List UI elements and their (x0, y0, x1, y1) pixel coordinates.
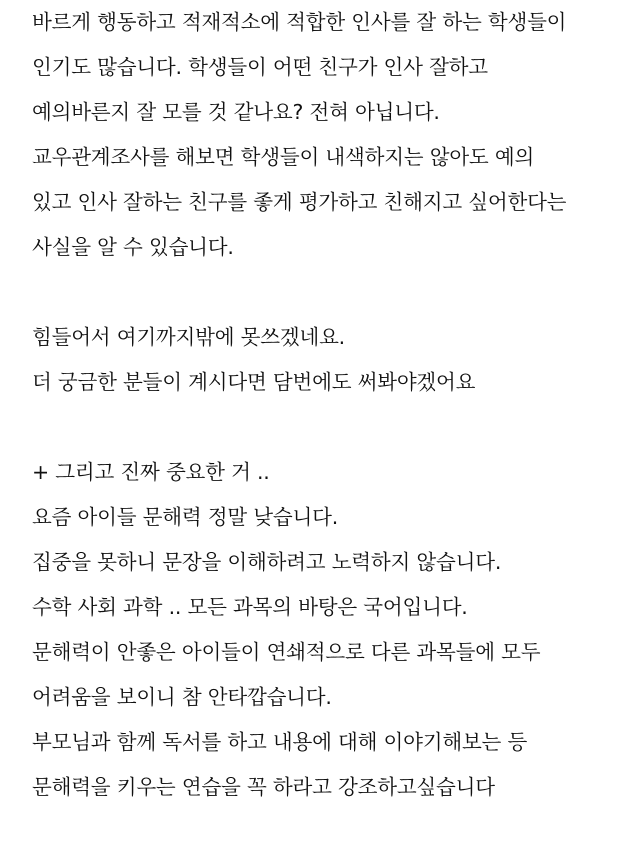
text-line: 문해력을 키우는 연습을 꼭 하라고 강조하고싶습니다 (32, 775, 495, 799)
text-line: 더 궁금한 분들이 계시다면 담번에도 써봐야겠어요 (32, 370, 476, 394)
text-line: 인기도 많습니다. 학생들이 어떤 친구가 인사 잘하고 (32, 55, 488, 79)
text-line: 바르게 행동하고 적재적소에 적합한 인사를 잘 하는 학생들이 (32, 10, 567, 34)
text-line: + 그리고 진짜 중요한 거 .. (32, 460, 270, 484)
text-line: 부모님과 함께 독서를 하고 내용에 대해 이야기해보는 등 (32, 730, 528, 754)
paragraph-gap (32, 405, 632, 450)
paragraph-literacy (32, 450, 632, 810)
paragraph-closing (32, 315, 632, 405)
text-line: 힘들어서 여기까지밖에 못쓰겠네요. (32, 325, 345, 349)
text-line: 예의바른지 잘 모를 것 같나요? 전혀 아닙니다. (32, 100, 440, 124)
text-line: 사실을 알 수 있습니다. (32, 235, 234, 259)
article-body (32, 0, 632, 810)
text-line: 문해력이 안좋은 아이들이 연쇄적으로 다른 과목들에 모두 (32, 640, 541, 664)
text-line: 있고 인사 잘하는 친구를 좋게 평가하고 친해지고 싶어한다는 (32, 190, 567, 214)
text-line: 어려움을 보이니 참 안타깝습니다. (32, 685, 332, 709)
paragraph-gap (32, 270, 632, 315)
text-line: 요즘 아이들 문해력 정말 낮습니다. (32, 505, 339, 529)
text-line: 교우관계조사를 해보면 학생들이 내색하지는 않아도 예의 (32, 145, 535, 169)
text-line: 수학 사회 과학 .. 모든 과목의 바탕은 국어입니다. (32, 595, 468, 619)
text-line: 집중을 못하니 문장을 이해하려고 노력하지 않습니다. (32, 550, 502, 574)
paragraph-greeting (32, 0, 632, 270)
